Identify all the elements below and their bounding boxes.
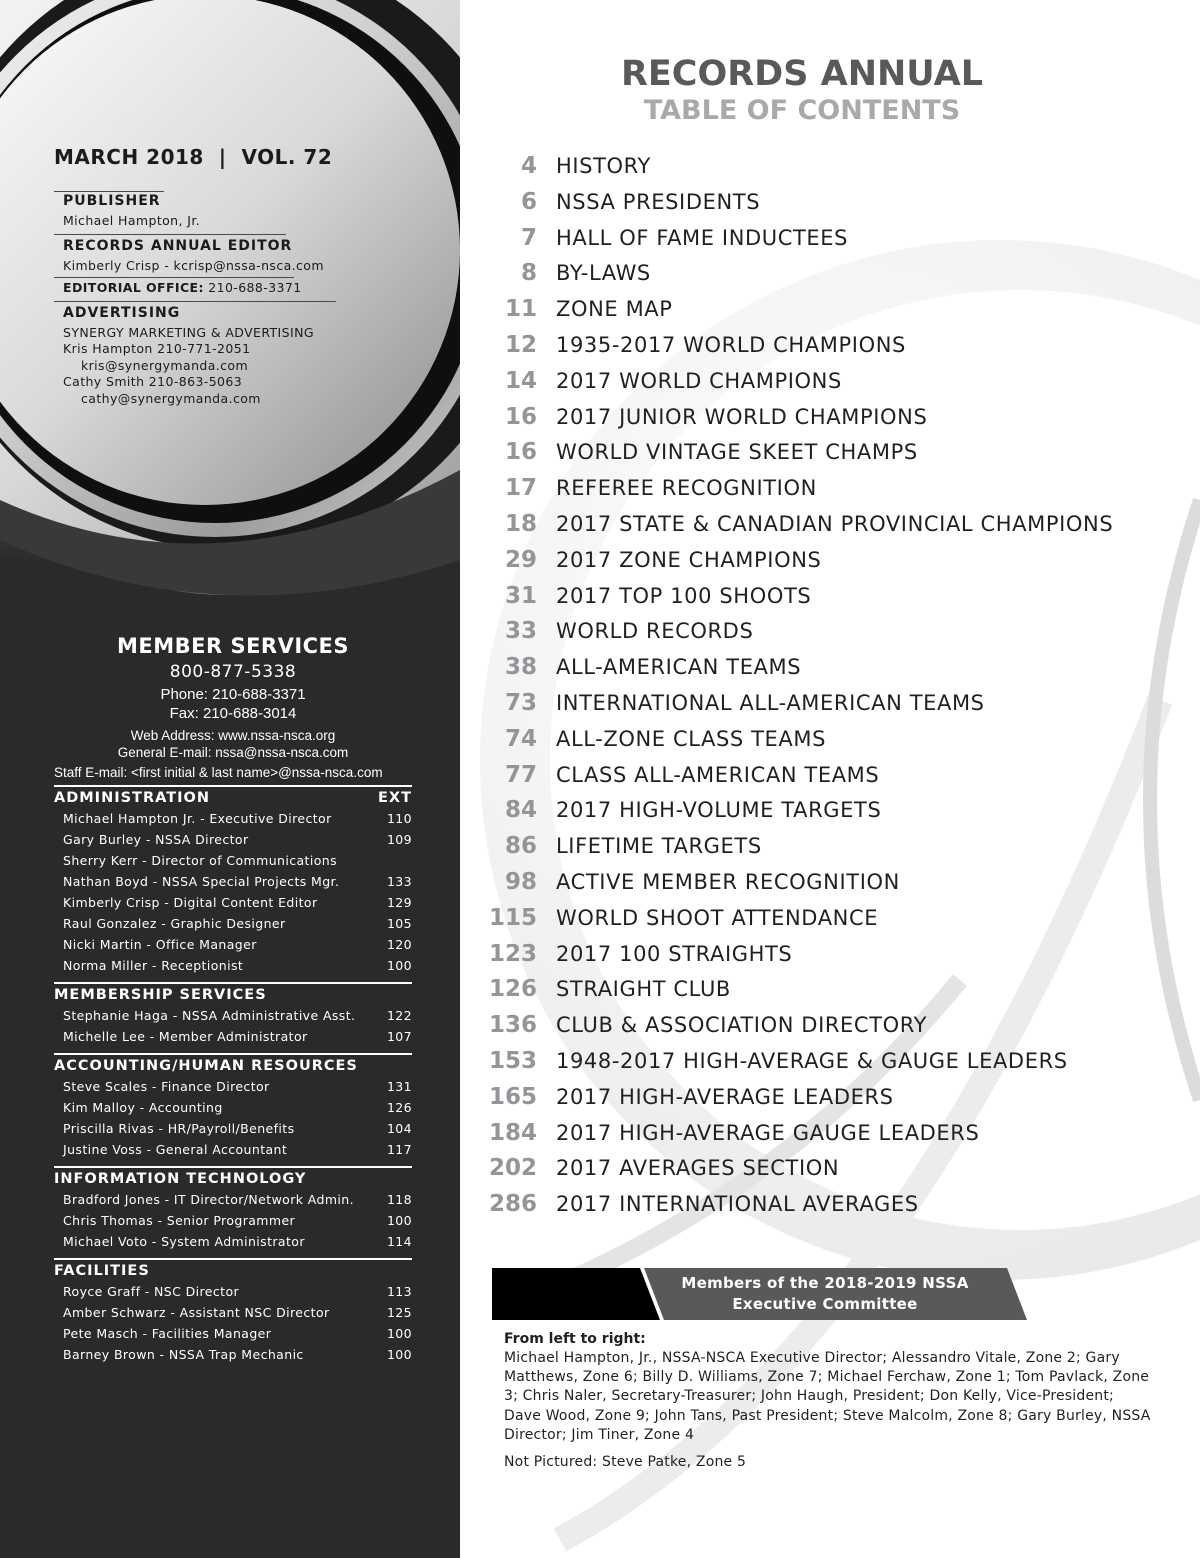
staff-name: Michael Voto - System Administrator [63, 1234, 305, 1249]
toc-page-number: 115 [488, 904, 537, 931]
staff-row [54, 1302, 412, 1323]
main-phone: 800-877-5338 [169, 662, 297, 682]
staff-row [54, 934, 412, 955]
phone: Phone: 210-688-3371 [160, 686, 306, 703]
advertising-line: SYNERGY MARKETING & ADVERTISING [63, 324, 314, 340]
toc-entry-label: 2017 HIGH-AVERAGE LEADERS [556, 1084, 894, 1109]
department-heading [54, 1169, 412, 1189]
department-name: INFORMATION TECHNOLOGY [54, 1171, 307, 1187]
toc-entry[interactable] [480, 762, 1180, 798]
toc-page-number: 123 [488, 940, 537, 967]
staff-name: Steve Scales - Finance Director [63, 1079, 270, 1094]
toc-entry-label: ACTIVE MEMBER RECOGNITION [556, 869, 900, 894]
department-divider [54, 1053, 412, 1055]
staff-row [54, 1231, 412, 1252]
staff-name: Stephanie Haga - NSSA Administrative Asst. [63, 1008, 356, 1023]
toc-entry[interactable] [480, 332, 1180, 368]
page-title: RECORDS ANNUAL [620, 54, 984, 94]
staff-ext: 109 [386, 832, 412, 847]
staff-row [54, 829, 412, 850]
staff-ext: 133 [386, 874, 412, 889]
photo-caption [504, 1330, 1154, 1472]
toc-entry-label: 2017 WORLD CHAMPIONS [556, 368, 842, 393]
toc-entry-label: 2017 TOP 100 SHOOTS [556, 583, 812, 608]
toc-entry[interactable] [480, 368, 1180, 404]
staff-ext: 114 [386, 1234, 412, 1249]
staff-row [54, 1097, 412, 1118]
toc-entry[interactable] [480, 475, 1180, 511]
toc-entry[interactable] [480, 1120, 1180, 1156]
toc-entry[interactable] [480, 1155, 1180, 1191]
toc-entry-label: 2017 HIGH-VOLUME TARGETS [556, 798, 882, 823]
editor-heading: RECORDS ANNUAL EDITOR [63, 237, 293, 254]
toc-entry[interactable] [480, 1048, 1180, 1084]
department-name: MEMBERSHIP SERVICES [54, 987, 267, 1003]
toc-entry-label: 1935-2017 WORLD CHAMPIONS [556, 332, 906, 357]
department [54, 1258, 412, 1365]
staff-name: Nicki Martin - Office Manager [63, 937, 257, 952]
staff-name: Norma Miller - Receptionist [63, 958, 244, 973]
staff-row [54, 1139, 412, 1160]
toc-page-number: 77 [504, 761, 537, 788]
toc-page-number: 16 [504, 439, 537, 466]
staff-name: Pete Masch - Facilities Manager [63, 1326, 272, 1341]
department [54, 982, 412, 1047]
toc-entry[interactable] [480, 1191, 1180, 1227]
staff-name: Priscilla Rivas - HR/Payroll/Benefits [63, 1121, 295, 1136]
toc-entry-label: STRAIGHT CLUB [556, 977, 731, 1002]
staff-name: Gary Burley - NSSA Director [63, 832, 249, 847]
staff-name: Amber Schwarz - Assistant NSC Director [63, 1305, 330, 1320]
toc-entry-label: 1948-2017 HIGH-AVERAGE & GAUGE LEADERS [556, 1048, 1068, 1073]
department-divider [54, 1166, 412, 1168]
toc-page-number: 11 [504, 296, 537, 323]
staff-name: Royce Graff - NSC Director [63, 1284, 240, 1299]
toc-page-number: 29 [504, 546, 537, 573]
toc-entry-label: 2017 ZONE CHAMPIONS [556, 547, 822, 572]
member-services [54, 634, 412, 1365]
editor-contact: Kimberly Crisp - kcrisp@nssa-nsca.com [63, 257, 324, 273]
staff-row [54, 1323, 412, 1344]
toc-page-number: 202 [488, 1155, 537, 1182]
committee-banner-line: Executive Committee [732, 1295, 918, 1313]
staff-row [54, 1210, 412, 1231]
staff-name: Barney Brown - NSSA Trap Mechanic [63, 1347, 304, 1362]
fax: Fax: 210-688-3014 [169, 705, 297, 722]
toc-page-number: 98 [504, 868, 537, 895]
staff-row [54, 1026, 412, 1047]
caption-heading: From left to right: [504, 1331, 646, 1347]
toc-entry[interactable] [480, 1084, 1180, 1120]
toc-entry[interactable] [480, 869, 1180, 905]
toc-entry[interactable] [480, 726, 1180, 762]
toc-page-number: 14 [504, 367, 537, 394]
toc-page-number: 153 [488, 1047, 537, 1074]
toc-entry[interactable] [480, 583, 1180, 619]
toc-entry[interactable] [480, 511, 1180, 547]
toc-entry-label: INTERNATIONAL ALL-AMERICAN TEAMS [556, 690, 985, 715]
staff-row [54, 892, 412, 913]
general-email: General E-mail: nssa@nssa-nsca.com [117, 745, 349, 760]
toc-page-number: 33 [504, 618, 537, 645]
toc-entry[interactable] [480, 654, 1180, 690]
toc-page-number: 84 [504, 797, 537, 824]
department [54, 785, 412, 976]
staff-name: Bradford Jones - IT Director/Network Admin. [63, 1192, 354, 1207]
department-divider [54, 1258, 412, 1260]
toc-page-number: 4 [520, 153, 537, 179]
toc-entry[interactable] [480, 404, 1180, 440]
toc-page-number: 6 [520, 188, 537, 215]
page-subtitle: TABLE OF CONTENTS [643, 95, 961, 126]
toc-page-number: 184 [488, 1119, 537, 1146]
ext-column-label: EXT [378, 790, 412, 806]
staff-ext: 118 [386, 1192, 412, 1207]
toc-entry[interactable] [480, 905, 1180, 941]
toc-page-number: 38 [504, 654, 537, 681]
department-list [54, 785, 412, 1365]
staff-ext: 105 [386, 916, 412, 931]
staff-name: Chris Thomas - Senior Programmer [63, 1213, 296, 1228]
staff-ext: 125 [386, 1305, 412, 1320]
department-name: ACCOUNTING/HUMAN RESOURCES [54, 1058, 358, 1074]
staff-ext [372, 850, 412, 871]
staff-ext: 117 [386, 1142, 412, 1157]
toc-entry-label: HALL OF FAME INDUCTEES [556, 225, 849, 250]
toc-entry-label: NSSA PRESIDENTS [556, 189, 761, 214]
toc-entry-label: HISTORY [556, 154, 651, 178]
publisher-name: Michael Hampton, Jr. [63, 213, 201, 228]
toc-page-number: 8 [520, 260, 537, 287]
staff-ext: 131 [386, 1079, 412, 1094]
staff-ext: 113 [386, 1284, 412, 1299]
staff-row [54, 1281, 412, 1302]
toc-page-number: 165 [488, 1083, 537, 1110]
staff-row [54, 1189, 412, 1210]
web-address: Web Address: www.nssa-nsca.org [130, 728, 336, 743]
staff-name: Raul Gonzalez - Graphic Designer [63, 916, 286, 931]
toc-entry-label: 2017 JUNIOR WORLD CHAMPIONS [556, 404, 928, 429]
toc-entry[interactable] [480, 439, 1180, 475]
toc-entry-label: ALL-AMERICAN TEAMS [556, 655, 802, 680]
toc-page-number: 73 [504, 689, 537, 716]
toc-entry[interactable] [480, 296, 1180, 332]
staff-row [54, 1344, 412, 1365]
editorial-office-label: EDITORIAL OFFICE: [63, 280, 204, 295]
issue-date: MARCH 2018 | VOL. 72 [54, 145, 333, 169]
toc-entry[interactable] [480, 225, 1180, 261]
staff-ext: 100 [386, 1213, 412, 1228]
toc-entry-label: ALL-ZONE CLASS TEAMS [556, 726, 826, 751]
not-pictured: Not Pictured: Steve Patke, Zone 5 [504, 1454, 747, 1471]
caption-body: Michael Hampton, Jr., NSSA-NSCA Executive Director; Alessandro Vitale, Zone 2; Gary Matthews, Zone 6; Billy D. Williams, Zone 7; Michael Ferchaw, Zone 1; Tom Pavlack, Zone 3; Chris Naler, Secretary-Treasurer; John Haugh, President; Don Kelly, Vice-President; Dave Wood, Zone 9; John Tans, Past President; Steve Malcolm, Zone 8; Gary Burley, NSSA Director; Jim Tiner, Zone 4 [504, 1350, 1151, 1443]
department [54, 1053, 412, 1160]
advertising-line: Kris Hampton 210-771-2051 [63, 341, 251, 356]
toc-entry-label: 2017 AVERAGES SECTION [556, 1156, 840, 1181]
toc-entry-label: LIFETIME TARGETS [556, 834, 762, 859]
staff-row [54, 871, 412, 892]
toc-entry-label: 2017 INTERNATIONAL AVERAGES [556, 1192, 919, 1217]
staff-email: Staff E-mail: <first initial & last name>@nssa-nsca.com [54, 765, 383, 780]
divider [54, 277, 294, 278]
staff-name: Justine Voss - General Accountant [63, 1142, 288, 1157]
staff-ext: 100 [386, 1326, 412, 1341]
toc-entry-label: 2017 STATE & CANADIAN PROVINCIAL CHAMPIONS [556, 511, 1114, 536]
table-of-contents [480, 153, 1180, 1227]
toc-entry[interactable] [480, 189, 1180, 225]
staff-ext: 126 [386, 1100, 412, 1115]
staff-ext: 129 [386, 895, 412, 910]
toc-page-number: 286 [488, 1191, 537, 1218]
staff-row [54, 1076, 412, 1097]
department-divider [54, 785, 412, 787]
toc-entry-label: WORLD SHOOT ATTENDANCE [556, 905, 879, 930]
toc-page-number: 12 [504, 331, 537, 358]
toc-entry-label: ZONE MAP [556, 297, 673, 322]
staff-name: Kim Malloy - Accounting [63, 1100, 223, 1115]
editorial-office [63, 280, 344, 297]
toc-entry[interactable] [480, 260, 1180, 296]
toc-entry[interactable] [480, 153, 1180, 189]
staff-name: Michael Hampton Jr. - Executive Director [63, 811, 332, 826]
toc-page-number: 74 [504, 725, 537, 752]
department-heading [54, 1056, 412, 1076]
toc-entry-label: 2017 HIGH-AVERAGE GAUGE LEADERS [556, 1120, 980, 1145]
staff-row [54, 850, 412, 871]
advertising-email: kris@synergymanda.com [81, 357, 249, 373]
toc-entry[interactable] [480, 618, 1180, 654]
toc-entry[interactable] [480, 797, 1180, 833]
toc-page-number: 18 [504, 510, 537, 537]
toc-page-number: 7 [520, 224, 537, 251]
committee-banner-line: Members of the 2018-2019 NSSA [681, 1274, 969, 1292]
publisher-heading: PUBLISHER [63, 193, 161, 209]
staff-row [54, 955, 412, 976]
member-services-title: MEMBER SERVICES [116, 634, 350, 658]
toc-page-number: 31 [504, 582, 537, 609]
toc-entry[interactable] [480, 1012, 1180, 1048]
staff-name: Kimberly Crisp - Digital Content Editor [63, 895, 318, 910]
toc-entry-label: BY-LAWS [556, 261, 651, 286]
staff-row [54, 913, 412, 934]
masthead [54, 145, 344, 407]
staff-name: Sherry Kerr - Director of Communications [63, 853, 338, 868]
divider [54, 301, 336, 302]
toc-page-number: 16 [504, 403, 537, 430]
divider [54, 234, 286, 235]
department-name: FACILITIES [54, 1263, 150, 1279]
toc-entry-label: WORLD VINTAGE SKEET CHAMPS [556, 440, 918, 465]
toc-page-number: 17 [504, 475, 537, 502]
department [54, 1166, 412, 1252]
toc-entry-label: CLUB & ASSOCIATION DIRECTORY [556, 1013, 928, 1038]
department-heading [54, 985, 412, 1005]
staff-ext: 100 [386, 1347, 412, 1362]
staff-ext: 120 [386, 937, 412, 952]
toc-entry[interactable] [480, 547, 1180, 583]
department-name: ADMINISTRATION [54, 790, 210, 806]
toc-entry[interactable] [480, 976, 1180, 1012]
staff-name: Michelle Lee - Member Administrator [63, 1029, 308, 1044]
toc-page-number: 86 [504, 833, 537, 860]
department-heading [54, 788, 412, 808]
staff-ext: 110 [386, 811, 412, 826]
staff-row [54, 808, 412, 829]
toc-page-number: 126 [488, 976, 537, 1003]
toc-entry-label: 2017 100 STRAIGHTS [556, 941, 793, 966]
toc-entry[interactable] [480, 690, 1180, 726]
toc-entry-label: CLASS ALL-AMERICAN TEAMS [556, 762, 880, 787]
staff-ext: 122 [386, 1008, 412, 1023]
staff-ext: 104 [386, 1121, 412, 1136]
staff-ext: 100 [386, 958, 412, 973]
toc-entry-label: REFEREE RECOGNITION [556, 476, 817, 501]
staff-row [54, 1118, 412, 1139]
toc-entry[interactable] [480, 941, 1180, 977]
department-heading [54, 1261, 412, 1281]
advertising-heading: ADVERTISING [63, 304, 181, 321]
staff-ext: 107 [386, 1029, 412, 1044]
staff-name: Nathan Boyd - NSSA Special Projects Mgr. [63, 874, 340, 889]
advertising-line: Cathy Smith 210-863-5063 [63, 374, 243, 389]
editorial-office-phone: 210-688-3371 [208, 280, 302, 295]
toc-header [560, 0, 1044, 128]
toc-entry[interactable] [480, 833, 1180, 869]
department-divider [54, 982, 412, 984]
toc-page-number: 136 [488, 1012, 537, 1039]
committee-banner-text [655, 1273, 995, 1315]
advertising-email: cathy@synergymanda.com [81, 390, 261, 406]
toc-entry-label: WORLD RECORDS [556, 619, 754, 644]
staff-row [54, 1005, 412, 1026]
